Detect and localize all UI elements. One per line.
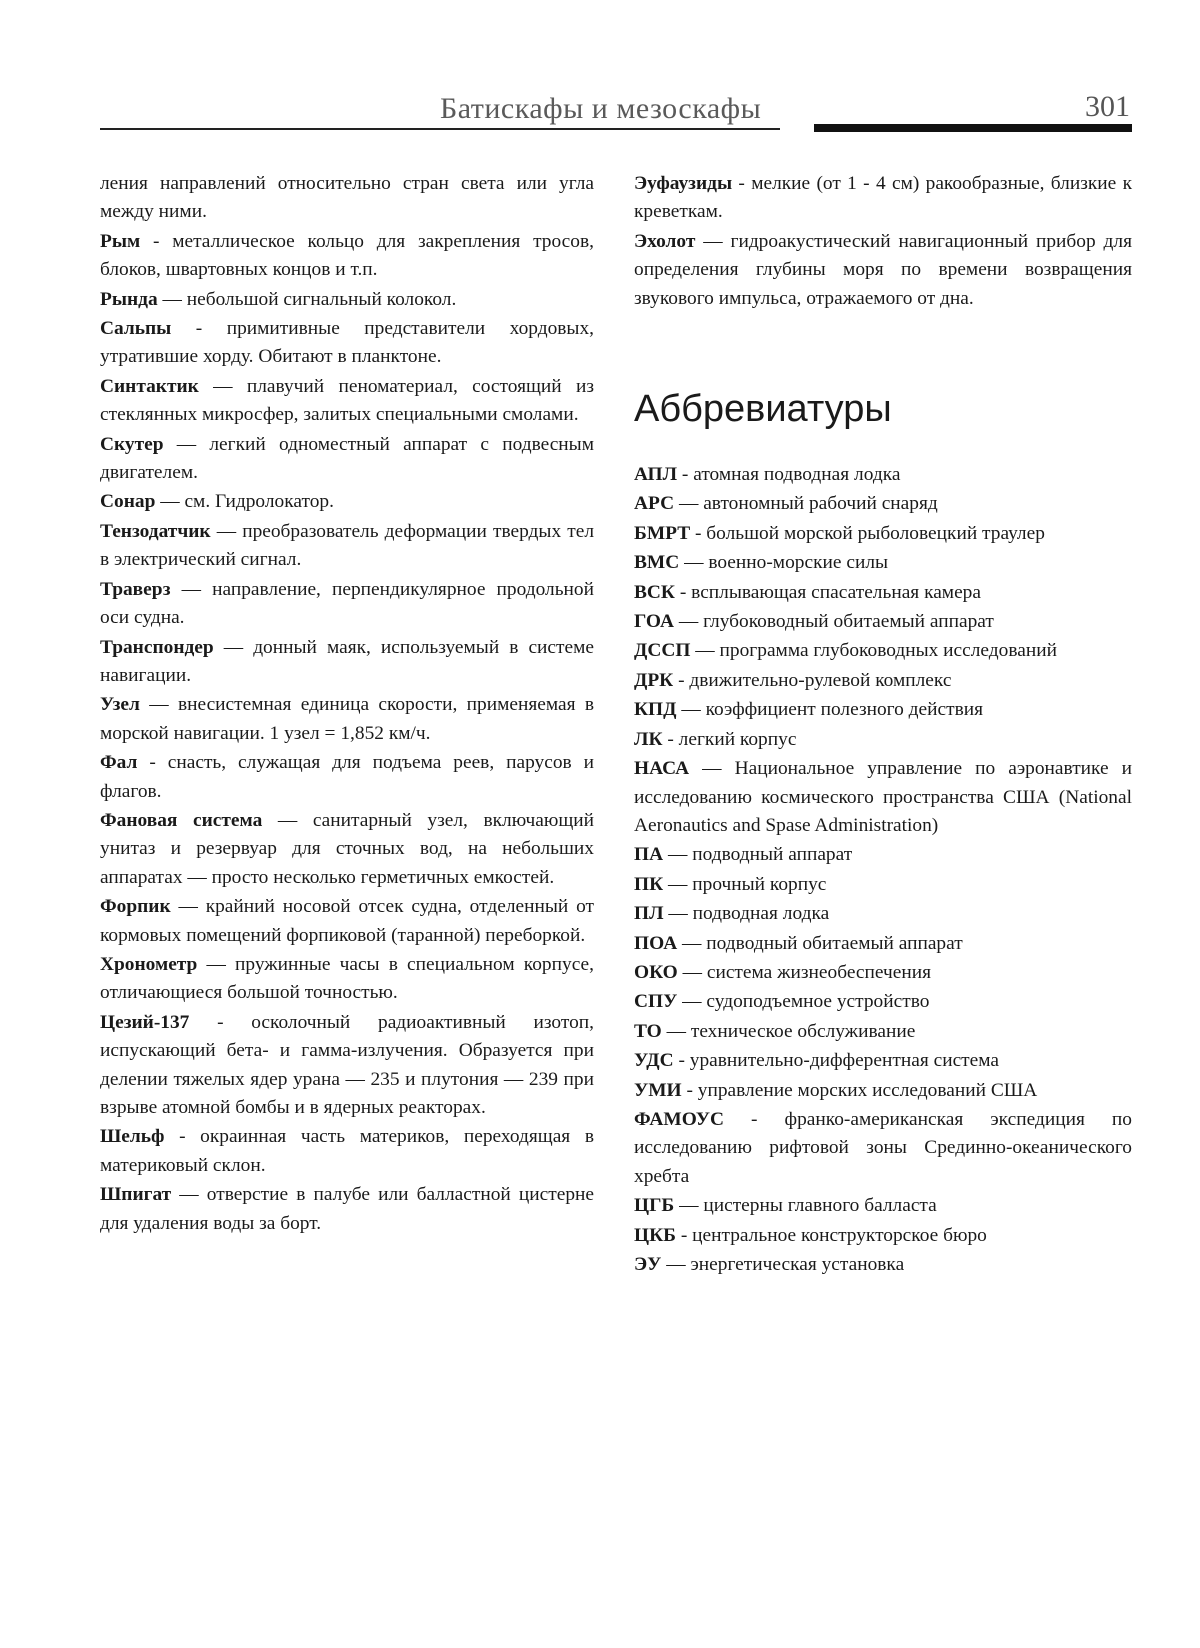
glossary-entry-separator: —: [198, 375, 247, 397]
abbreviation-entry-term: ЦГБ: [634, 1195, 675, 1217]
abbreviation-entry-definition: коэффициент полезного действия: [705, 699, 984, 721]
abbreviation-entry-definition: военно-морские силы: [708, 552, 889, 574]
abbreviation-entry-term: УМИ: [634, 1079, 682, 1101]
glossary-entry-definition: см. Гидролокатор.: [184, 491, 334, 513]
abbreviation-entry-term: ГОА: [634, 611, 674, 633]
glossary-entry-term: Транспондер: [100, 636, 214, 658]
glossary-entry-definition: снасть, служащая для подъема реев, парусов и флагов.: [100, 752, 595, 802]
abbreviation-entry: [634, 1018, 1132, 1046]
glossary-entry: [634, 228, 1132, 313]
abbreviation-entry-definition: автономный рабочий снаряд: [703, 493, 938, 515]
abbreviation-entry-term: АПЛ: [634, 464, 678, 486]
glossary-entry: [100, 749, 594, 806]
abbreviation-entry: [634, 696, 1132, 724]
abbreviation-entry-term: УДС: [634, 1050, 674, 1072]
abbreviation-entry-separator: —: [679, 552, 709, 574]
glossary-entry-definition: крайний носовой отсек судна, отделенный от кормовых помещений форпиковой (таранной) переборкой.: [100, 896, 594, 946]
abbreviation-entry: [634, 461, 1132, 489]
abbreviation-entry-definition: глубоководный обитаемый аппарат: [703, 611, 994, 633]
glossary-entry-definition: легкий одноместный аппарат с подвесным двигателем.: [100, 433, 594, 484]
header-rule-thin: [100, 128, 780, 130]
abbreviation-entry-term: ПЛ: [634, 903, 664, 925]
abbreviation-entry-term: ОКО: [634, 961, 678, 983]
glossary-entry-definition: донный маяк, используемый в системе навигации.: [100, 636, 594, 686]
abbreviation-entry-definition: система жизнеобеспечения: [706, 961, 932, 983]
abbreviation-entry-separator: —: [674, 1195, 704, 1217]
glossary-entry-term: Траверз: [100, 578, 171, 600]
abbreviation-entry-definition: большой морской рыболовецкий траулер: [706, 522, 1045, 544]
glossary-entry-term: Узел: [100, 694, 140, 716]
section-title-abbreviations: Аббревиатуры: [634, 388, 892, 431]
glossary-entry-separator: —: [155, 491, 185, 513]
glossary-entry-separator: —: [139, 694, 178, 716]
abbreviation-entry-definition: цистерны главного балласта: [703, 1195, 937, 1217]
glossary-entry-term: Рым: [100, 230, 141, 252]
abbreviation-entry: [634, 1106, 1132, 1191]
glossary-entry-separator: —: [197, 953, 236, 975]
glossary-entry: [100, 1181, 594, 1238]
abbreviation-entry: [634, 667, 1132, 695]
glossary-entry-definition: окраинная часть материков, переходящая в материковый склон.: [100, 1126, 594, 1176]
glossary-entry-separator: -: [137, 752, 168, 774]
glossary-entry-separator: —: [213, 636, 254, 658]
abbreviation-list: [634, 461, 1132, 1279]
abbreviation-entry-separator: -: [677, 464, 694, 486]
abbreviation-entry: [634, 490, 1132, 518]
abbreviation-entry-definition: легкий корпус: [678, 728, 797, 750]
glossary-entry: [100, 634, 594, 691]
glossary-entry-separator: —: [163, 433, 210, 455]
glossary-entry-term: Синтактик: [100, 375, 199, 397]
abbreviation-entry-separator: -: [675, 1224, 693, 1246]
abbreviation-entry: [634, 841, 1132, 869]
glossary-entry: [100, 1123, 594, 1180]
glossary-entry-term: Рында: [100, 288, 158, 310]
glossary-entry-term: Эхолот: [634, 230, 696, 252]
abbreviation-entry-term: СПУ: [634, 991, 678, 1013]
abbreviation-entry-separator: -: [675, 581, 692, 603]
glossary-entry: [100, 1009, 594, 1123]
abbreviation-entry-term: БМРТ: [634, 522, 691, 544]
glossary-entry-definition: санитарный узел, включающий унитаз и резервуар для сточных вод, на небольших аппаратах — просто несколько герметичных емкостей.: [100, 809, 594, 888]
abbreviation-entry: [634, 1222, 1132, 1250]
abbreviation-entry-term: ВСК: [634, 581, 675, 603]
glossary-entry-definition: небольшой сигнальный колокол.: [186, 288, 457, 310]
abbreviation-entry-separator: —: [661, 1020, 691, 1042]
glossary-entry-separator: —: [210, 520, 243, 542]
abbreviation-entry-definition: уравнительно-дифферентная система: [689, 1050, 999, 1072]
abbreviation-entry-definition: энергетическая установка: [690, 1254, 905, 1275]
abbreviation-entry-separator: —: [674, 493, 704, 515]
glossary-entry-term: Хронометр: [100, 953, 198, 975]
glossary-entry-separator: -: [140, 230, 173, 252]
abbreviation-entry-separator: -: [673, 669, 690, 691]
abbreviation-entry-term: КПД: [634, 699, 677, 721]
abbreviation-entry: [634, 1077, 1132, 1105]
abbreviation-entry-separator: —: [689, 758, 735, 780]
header-rule-thick: [814, 124, 1132, 132]
abbreviation-entry-separator: -: [690, 522, 707, 544]
glossary-entry-definition: внесистемная единица скорости, применяемая в морской навигации. 1 узел = 1,852 км/ч.: [100, 694, 594, 744]
abbreviation-entry-term: ПК: [634, 873, 664, 895]
glossary-list-right: [634, 170, 1132, 313]
abbreviation-entry: [634, 579, 1132, 607]
glossary-entry: [100, 576, 594, 633]
abbreviation-entry-definition: техническое обслуживание: [690, 1020, 916, 1042]
glossary-entry-definition: отверстие в палубе или балластной цистерне для удаления воды за борт.: [100, 1184, 594, 1234]
glossary-entry: [100, 807, 594, 892]
glossary-entry-definition: мелкие (от 1 - 4 см) ракообразные, близкие к креветкам.: [634, 173, 1132, 223]
abbreviation-entry-definition: подводная лодка: [692, 903, 830, 925]
abbreviation-entry: [634, 520, 1132, 548]
left-column: [100, 170, 594, 1239]
abbreviation-entry-separator: —: [663, 903, 693, 925]
glossary-entry-definition: примитивные представители хордовых, утратившие хорду. Обитают в планктоне.: [100, 318, 594, 368]
abbreviation-entry-definition: подводный обитаемый аппарат: [706, 932, 963, 954]
abbreviation-entry: [634, 608, 1132, 636]
abbreviation-entry-term: НАСА: [634, 758, 690, 780]
abbreviation-entry-separator: -: [662, 728, 679, 750]
abbreviation-entry-term: ДССП: [634, 640, 691, 662]
glossary-entry-definition: осколочный радиоактивный изотоп, испускающий бета- и гамма-излучения. Образуется при делении тяжелых ядер урана — 235 и плутония — 239 при взрыве атомной бомбы и в ядерных реакторах.: [100, 1011, 594, 1118]
abbreviation-entry-separator: —: [663, 844, 693, 866]
abbreviation-entry-separator: -: [673, 1050, 690, 1072]
glossary-entry: [100, 228, 594, 285]
glossary-entry-separator: —: [171, 1184, 207, 1206]
abbreviation-entry-term: ПОА: [634, 932, 678, 954]
abbreviation-entry-separator: —: [677, 991, 707, 1013]
abbreviation-entry-definition: атомная подводная лодка: [693, 464, 901, 486]
glossary-entry-separator: —: [170, 578, 213, 600]
abbreviation-entry: [634, 549, 1132, 577]
abbreviation-entry-definition: франко-американская экспедиция по исследованию рифтовой зоны Срединно-океанического хребта: [634, 1108, 1132, 1187]
glossary-entry-separator: —: [170, 896, 206, 918]
glossary-entry-term: Тензодатчик: [100, 520, 211, 542]
abbreviation-entry: [634, 959, 1132, 987]
glossary-entry-term: Шпигат: [100, 1184, 172, 1206]
glossary-entry-term: Цезий-137: [100, 1011, 190, 1033]
glossary-entry: [100, 488, 594, 516]
abbreviation-entry-definition: всплывающая спасательная камера: [691, 581, 981, 603]
abbreviation-entry-definition: прочный корпус: [692, 873, 827, 895]
abbreviation-entry-term: ФАМОУС: [634, 1108, 724, 1130]
abbreviation-entry: [634, 755, 1132, 840]
glossary-entry: [100, 373, 594, 430]
abbreviation-entry-separator: -: [681, 1079, 698, 1101]
abbreviation-entry: [634, 1047, 1132, 1075]
abbreviation-entry-separator: —: [663, 873, 693, 895]
abbreviation-entry-term: ВМС: [634, 552, 680, 574]
abbreviation-entry-definition: подводный аппарат: [692, 844, 853, 866]
glossary-entry-separator: -: [732, 173, 752, 194]
glossary-entry: [100, 286, 594, 314]
glossary-entry-definition: гидроакустический навигационный прибор для определения глубины моря по времени возвращения звукового импульса, отражаемого от дна.: [634, 230, 1132, 309]
glossary-entry: [634, 170, 1132, 227]
glossary-entry: [100, 951, 594, 1008]
glossary-entry: [100, 691, 594, 748]
glossary-entry-term: Эуфаузиды: [634, 173, 733, 194]
abbreviation-entry: [634, 930, 1132, 958]
glossary-entry-definition: пружинные часы в специальном корпусе, отличающиеся большой точностью.: [100, 953, 594, 1004]
abbreviation-entry-definition: программа глубоководных исследований: [719, 640, 1057, 662]
abbreviation-entry-definition: центральное конструкторское бюро: [692, 1224, 987, 1246]
continuation-text: ления направлений относительно стран света или угла между ними.: [100, 173, 594, 223]
abbreviation-entry-separator: —: [677, 932, 707, 954]
glossary-entry: [100, 518, 594, 575]
abbreviation-entry: [634, 900, 1132, 928]
glossary-entry-term: Сальпы: [100, 318, 172, 340]
abbreviation-entry: [634, 1192, 1132, 1220]
abbreviation-entry-definition: движительно-рулевой комплекс: [689, 669, 952, 691]
page-header: [100, 90, 1132, 140]
glossary-entry-term: Форпик: [100, 896, 171, 918]
glossary-entry-term: Сонар: [100, 491, 156, 513]
glossary-entry-term: Фановая система: [100, 809, 263, 831]
abbreviation-entry-separator: —: [677, 961, 707, 983]
abbreviation-entry-separator: -: [723, 1108, 785, 1130]
glossary-entry-definition: преобразователь деформации твердых тел в электрический сигнал.: [100, 520, 594, 571]
abbreviation-entry: [634, 871, 1132, 899]
abbreviation-entry: [634, 637, 1132, 665]
glossary-entry-term: Фал: [100, 752, 138, 774]
abbreviation-entry-separator: —: [661, 1254, 691, 1275]
glossary-entry-separator: -: [164, 1126, 201, 1148]
abbreviation-entry-definition: управление морских исследований США: [697, 1079, 1038, 1101]
glossary-entry: [100, 315, 594, 372]
glossary-list-left: [100, 228, 594, 1238]
glossary-entry-definition: металлическое кольцо для закрепления тросов, блоков, швартовных концов и т.п.: [100, 230, 594, 281]
abbreviation-entry-separator: —: [673, 611, 704, 633]
glossary-entry: [100, 431, 594, 488]
glossary-entry: [100, 893, 594, 950]
abbreviation-entry-term: ДРК: [634, 669, 674, 691]
abbreviation-entry-separator: —: [690, 640, 720, 662]
abbreviation-entry-definition: Национальное управление по аэронавтике и исследованию космического пространства США (National Aeronautics and Spase Administration): [634, 758, 1132, 836]
abbreviation-entry: [634, 726, 1132, 754]
glossary-entry-separator: —: [157, 288, 187, 310]
abbreviation-entry-separator: —: [676, 699, 706, 721]
abbreviation-entry-term: ПА: [634, 844, 664, 866]
abbreviation-entry-term: АРС: [634, 493, 675, 515]
glossary-entry-definition: направление, перпендикулярное продольной оси судна.: [100, 578, 594, 629]
abbreviation-entry: [634, 1251, 1132, 1279]
glossary-entry-separator: -: [189, 1011, 252, 1033]
page-number: 301: [1085, 90, 1130, 123]
abbreviation-entry-term: ТО: [634, 1020, 662, 1042]
glossary-entry-definition: плавучий пеноматериал, состоящий из стеклянных микросфер, залитых специальными смолами.: [100, 375, 594, 426]
abbreviation-entry-term: ЛК: [634, 728, 663, 750]
glossary-entry-separator: —: [695, 230, 731, 252]
glossary-entry-term: Шельф: [100, 1126, 165, 1148]
glossary-entry-separator: -: [171, 318, 227, 340]
abbreviation-entry-definition: судоподъемное устройство: [706, 991, 930, 1013]
running-title: Батискафы и мезоскафы: [440, 92, 762, 125]
right-column: [634, 170, 1132, 1280]
glossary-entry-term: Скутер: [100, 433, 164, 455]
abbreviation-entry-term: ЭУ: [634, 1254, 662, 1275]
abbreviation-entry: [634, 988, 1132, 1016]
glossary-entry-separator: —: [262, 809, 313, 831]
abbreviation-entry-term: ЦКБ: [634, 1224, 676, 1246]
